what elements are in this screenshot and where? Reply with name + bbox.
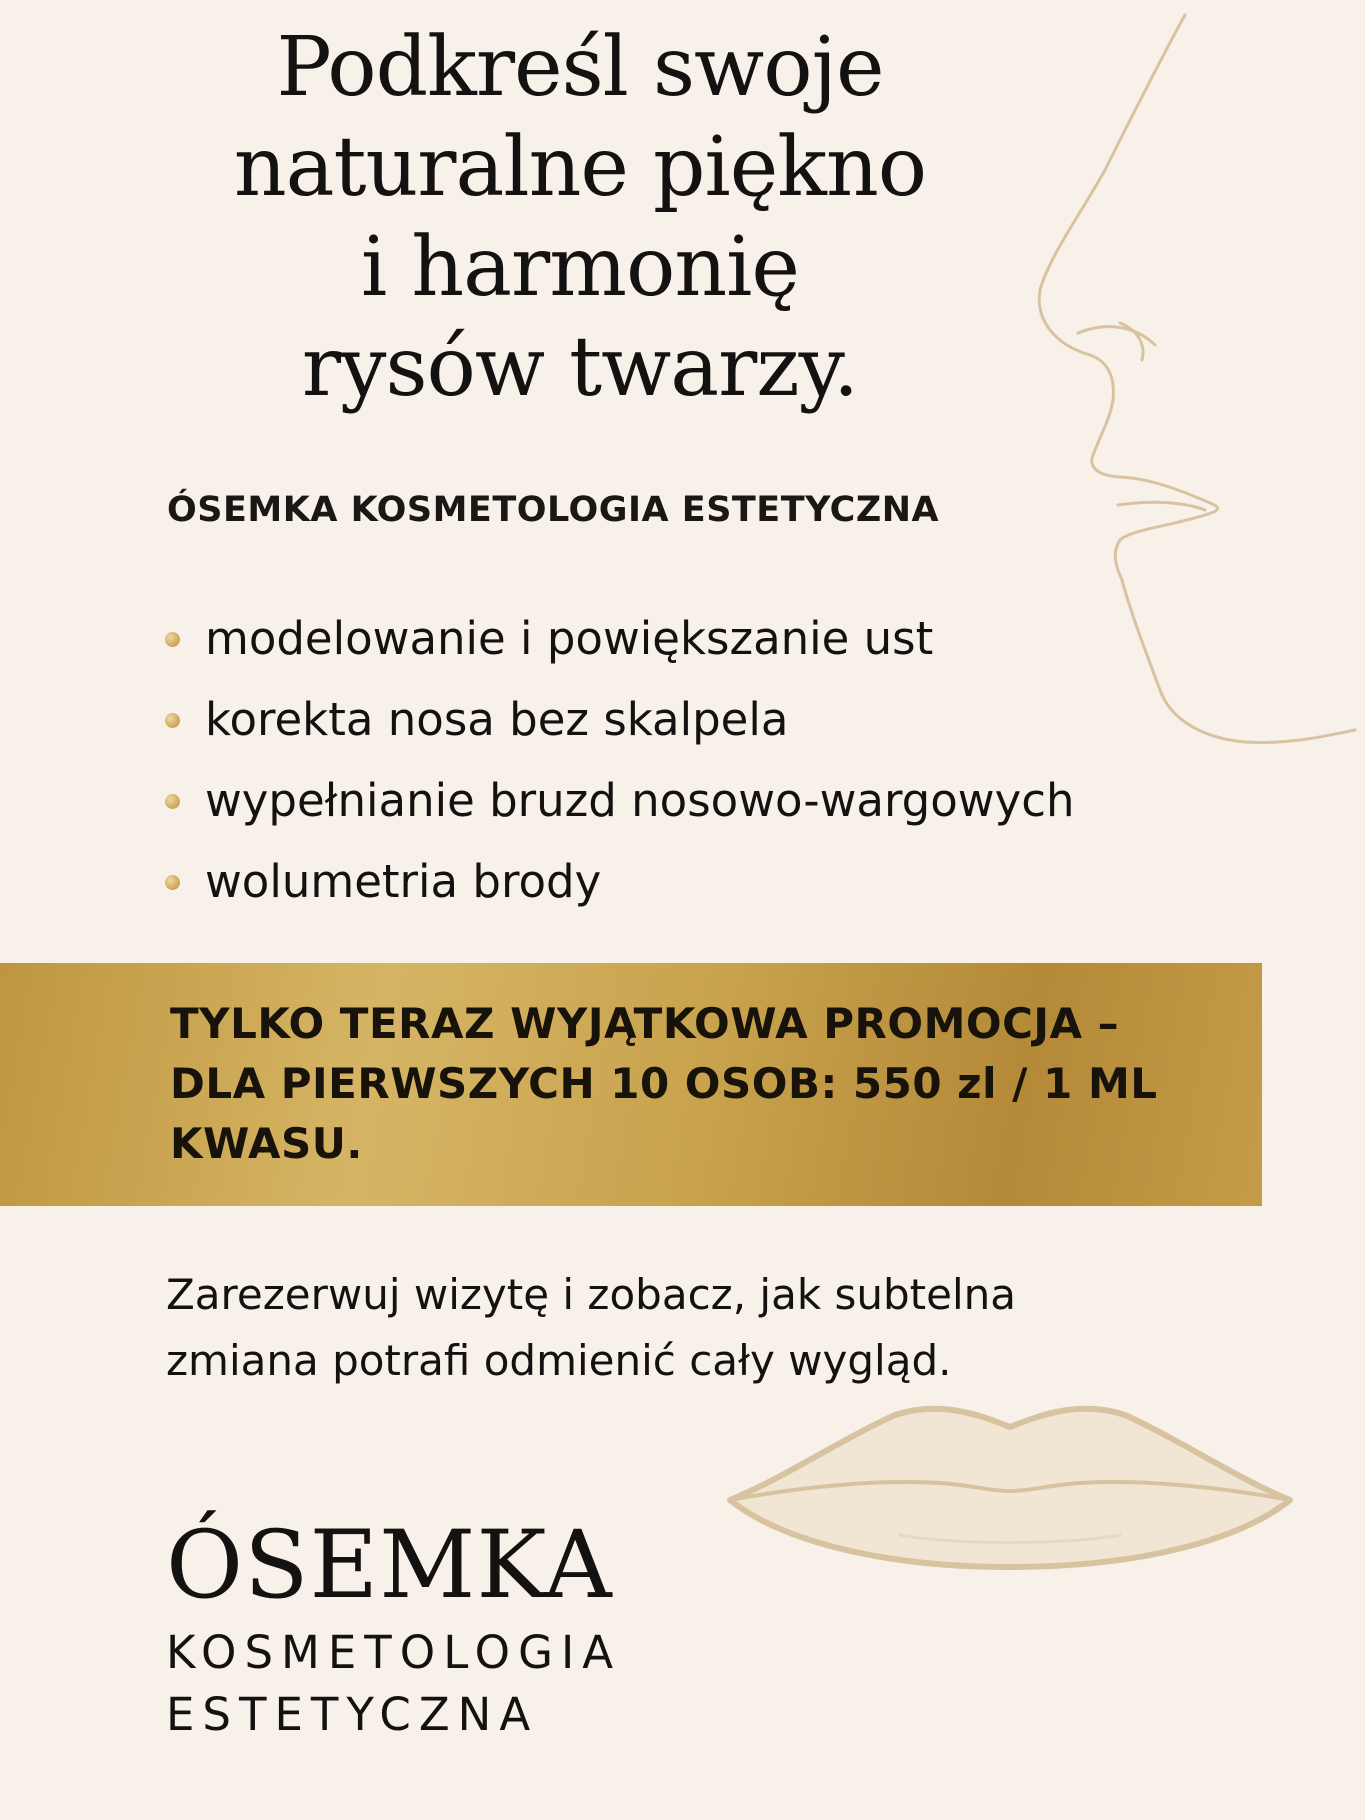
list-item [165,841,1074,922]
service-label: korekta nosa bez skalpela [205,693,789,746]
list-item [165,598,1074,679]
logo-subline: ESTETYCZNA [166,1688,539,1741]
headline-line: i harmonię [361,220,799,315]
cta-line: Zarezerwuj wizytę i zobacz, jak subtelna [166,1270,1016,1319]
logo [166,1510,621,1746]
headline-line: rysów twarzy. [301,320,859,415]
service-list [165,598,1074,922]
promo-line: TYLKO TERAZ WYJĄTKOWA PROMOCJA – [170,999,1120,1048]
gold-dot-icon [165,875,180,890]
list-item [165,679,1074,760]
headline-line: naturalne piękno [233,120,927,215]
cta-line: zmiana potrafi odmienić cały wygląd. [166,1336,952,1385]
promo-line: KWASU. [170,1119,363,1168]
subtitle: ÓSEMKA KOSMETOLOGIA ESTETYCZNA [167,490,940,530]
logo-subline: KOSMETOLOGIA [166,1626,622,1679]
promo-line: DLA PIERWSZYCH 10 OSOB: 550 zl / 1 ML [170,1059,1158,1108]
headline [140,18,1020,418]
logo-name: ÓSEMKA [166,1511,613,1620]
gold-dot-icon [165,632,180,647]
promo-text [170,994,1250,1174]
gold-dot-icon [165,713,180,728]
lips-line-art-icon [720,1395,1300,1575]
call-to-action [166,1262,1016,1394]
service-label: wolumetria brody [205,855,602,908]
list-item [165,760,1074,841]
service-label: modelowanie i powiększanie ust [205,612,934,665]
service-label: wypełnianie bruzd nosowo-wargowych [205,774,1075,827]
gold-dot-icon [165,794,180,809]
headline-line: Podkreśl swoje [276,20,884,115]
